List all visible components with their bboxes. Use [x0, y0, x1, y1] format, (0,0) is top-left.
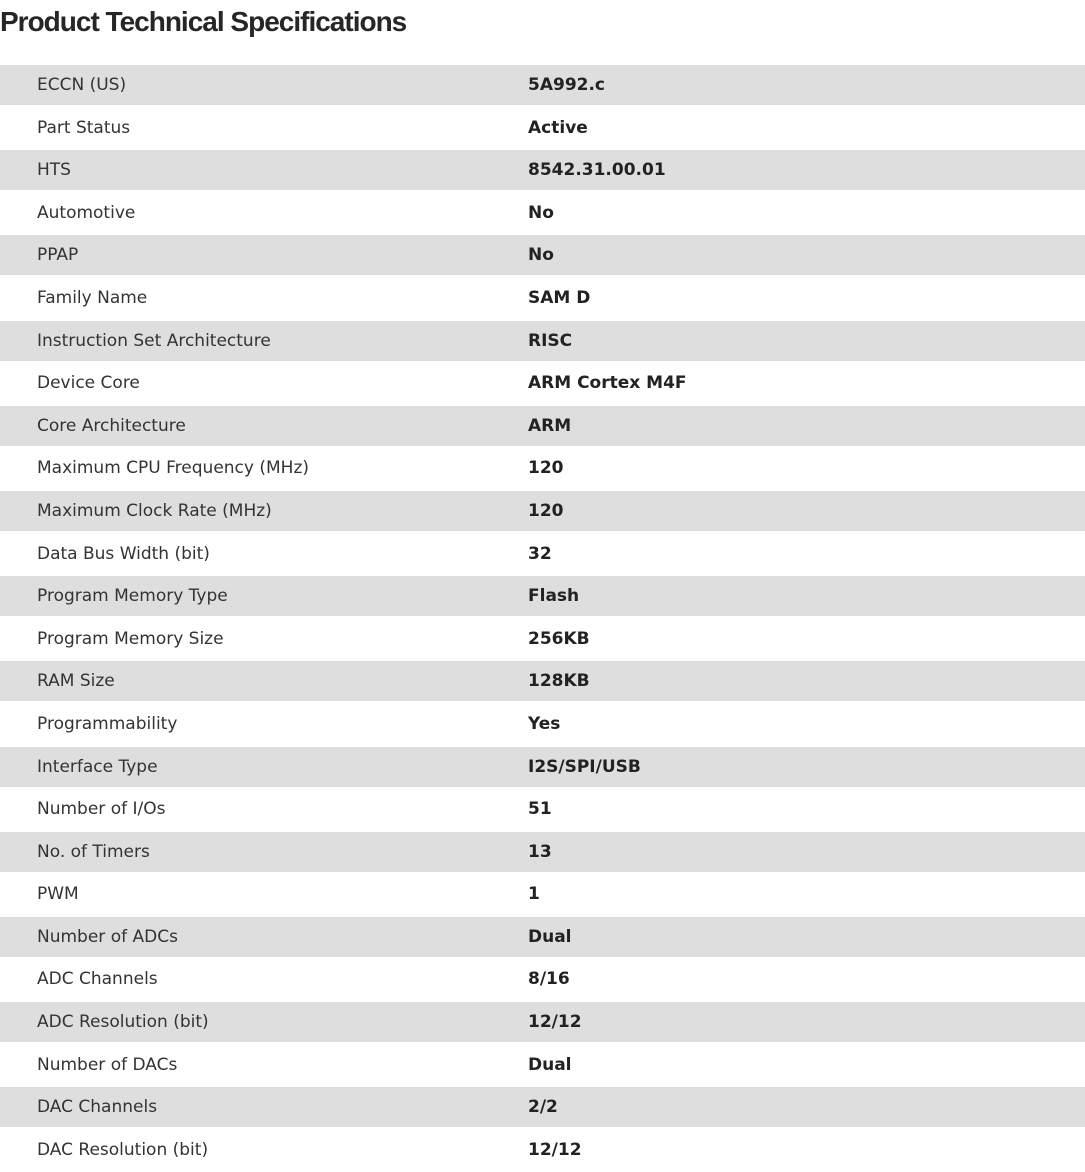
spec-label: Data Bus Width (bit) [37, 543, 210, 564]
spec-label: ECCN (US) [37, 75, 127, 95]
spec-row [0, 1127, 1085, 1172]
spec-row [0, 446, 1085, 491]
spec-row [0, 787, 1085, 832]
page-title: Product Technical Specifications [0, 6, 407, 37]
spec-row [0, 872, 1085, 917]
spec-label: RAM Size [37, 671, 115, 692]
spec-row [0, 661, 1085, 701]
spec-label: Program Memory Type [37, 586, 228, 607]
spec-label: Automotive [37, 202, 136, 223]
spec-label: Family Name [37, 287, 148, 308]
spec-value: 51 [528, 799, 552, 820]
spec-label: Interface Type [37, 756, 158, 777]
spec-value: 120 [528, 458, 564, 479]
spec-value: Dual [528, 1054, 572, 1075]
spec-value: ARM Cortex M4F [528, 373, 687, 394]
spec-row [0, 531, 1085, 576]
spec-row [0, 361, 1085, 406]
spec-label: Part Status [37, 117, 131, 138]
spec-row [0, 701, 1085, 746]
spec-label: Core Architecture [37, 415, 186, 436]
spec-value: 256KB [528, 628, 590, 649]
spec-value: I2S/SPI/USB [528, 756, 641, 777]
spec-label: Number of I/Os [37, 799, 166, 820]
spec-label: Number of ADCs [37, 926, 178, 947]
spec-row [0, 65, 1085, 105]
spec-value: RISC [528, 330, 573, 351]
spec-label: Programmability [37, 713, 178, 734]
spec-label: Number of DACs [37, 1054, 178, 1075]
spec-row [0, 1087, 1085, 1127]
spec-label: PWM [37, 884, 79, 905]
spec-label: Program Memory Size [37, 628, 224, 649]
spec-value: 12/12 [528, 1012, 582, 1033]
spec-value: 8/16 [528, 969, 570, 990]
spec-value: 13 [528, 841, 552, 862]
spec-value: 2/2 [528, 1097, 558, 1118]
spec-label: ADC Channels [37, 969, 158, 990]
spec-label: ADC Resolution (bit) [37, 1012, 209, 1033]
spec-label: Instruction Set Architecture [37, 330, 271, 351]
spec-row [0, 105, 1085, 150]
spec-value: Flash [528, 586, 580, 607]
spec-value: Active [528, 117, 588, 138]
spec-row [0, 917, 1085, 957]
spec-label: HTS [37, 160, 71, 181]
spec-label: Maximum CPU Frequency (MHz) [37, 458, 309, 479]
spec-row [0, 491, 1085, 531]
spec-row [0, 235, 1085, 275]
spec-row [0, 957, 1085, 1002]
spec-table [0, 65, 1085, 1172]
spec-row [0, 406, 1085, 446]
spec-value: ARM [528, 415, 572, 436]
spec-label: Maximum Clock Rate (MHz) [37, 500, 272, 521]
spec-label: No. of Timers [37, 841, 150, 862]
spec-value: 32 [528, 543, 552, 564]
spec-value: SAM D [528, 287, 591, 308]
spec-value: Dual [528, 926, 572, 947]
spec-value: 1 [528, 884, 540, 905]
spec-row [0, 616, 1085, 661]
spec-row [0, 1002, 1085, 1042]
spec-value: No [528, 245, 554, 266]
spec-value: 12/12 [528, 1139, 582, 1160]
spec-label: Device Core [37, 373, 140, 394]
spec-label: PPAP [37, 245, 79, 266]
spec-row [0, 576, 1085, 616]
spec-value: 8542.31.00.01 [528, 160, 666, 181]
spec-row [0, 275, 1085, 320]
spec-row [0, 747, 1085, 787]
spec-value: 120 [528, 500, 564, 521]
spec-row [0, 150, 1085, 190]
spec-label: DAC Resolution (bit) [37, 1139, 209, 1160]
spec-row [0, 832, 1085, 872]
spec-row [0, 321, 1085, 361]
spec-value: 128KB [528, 671, 590, 692]
spec-row [0, 1042, 1085, 1087]
spec-value: 5A992.c [528, 75, 606, 95]
spec-row [0, 190, 1085, 235]
spec-value: No [528, 202, 554, 223]
spec-label: DAC Channels [37, 1097, 158, 1118]
spec-value: Yes [528, 713, 561, 734]
